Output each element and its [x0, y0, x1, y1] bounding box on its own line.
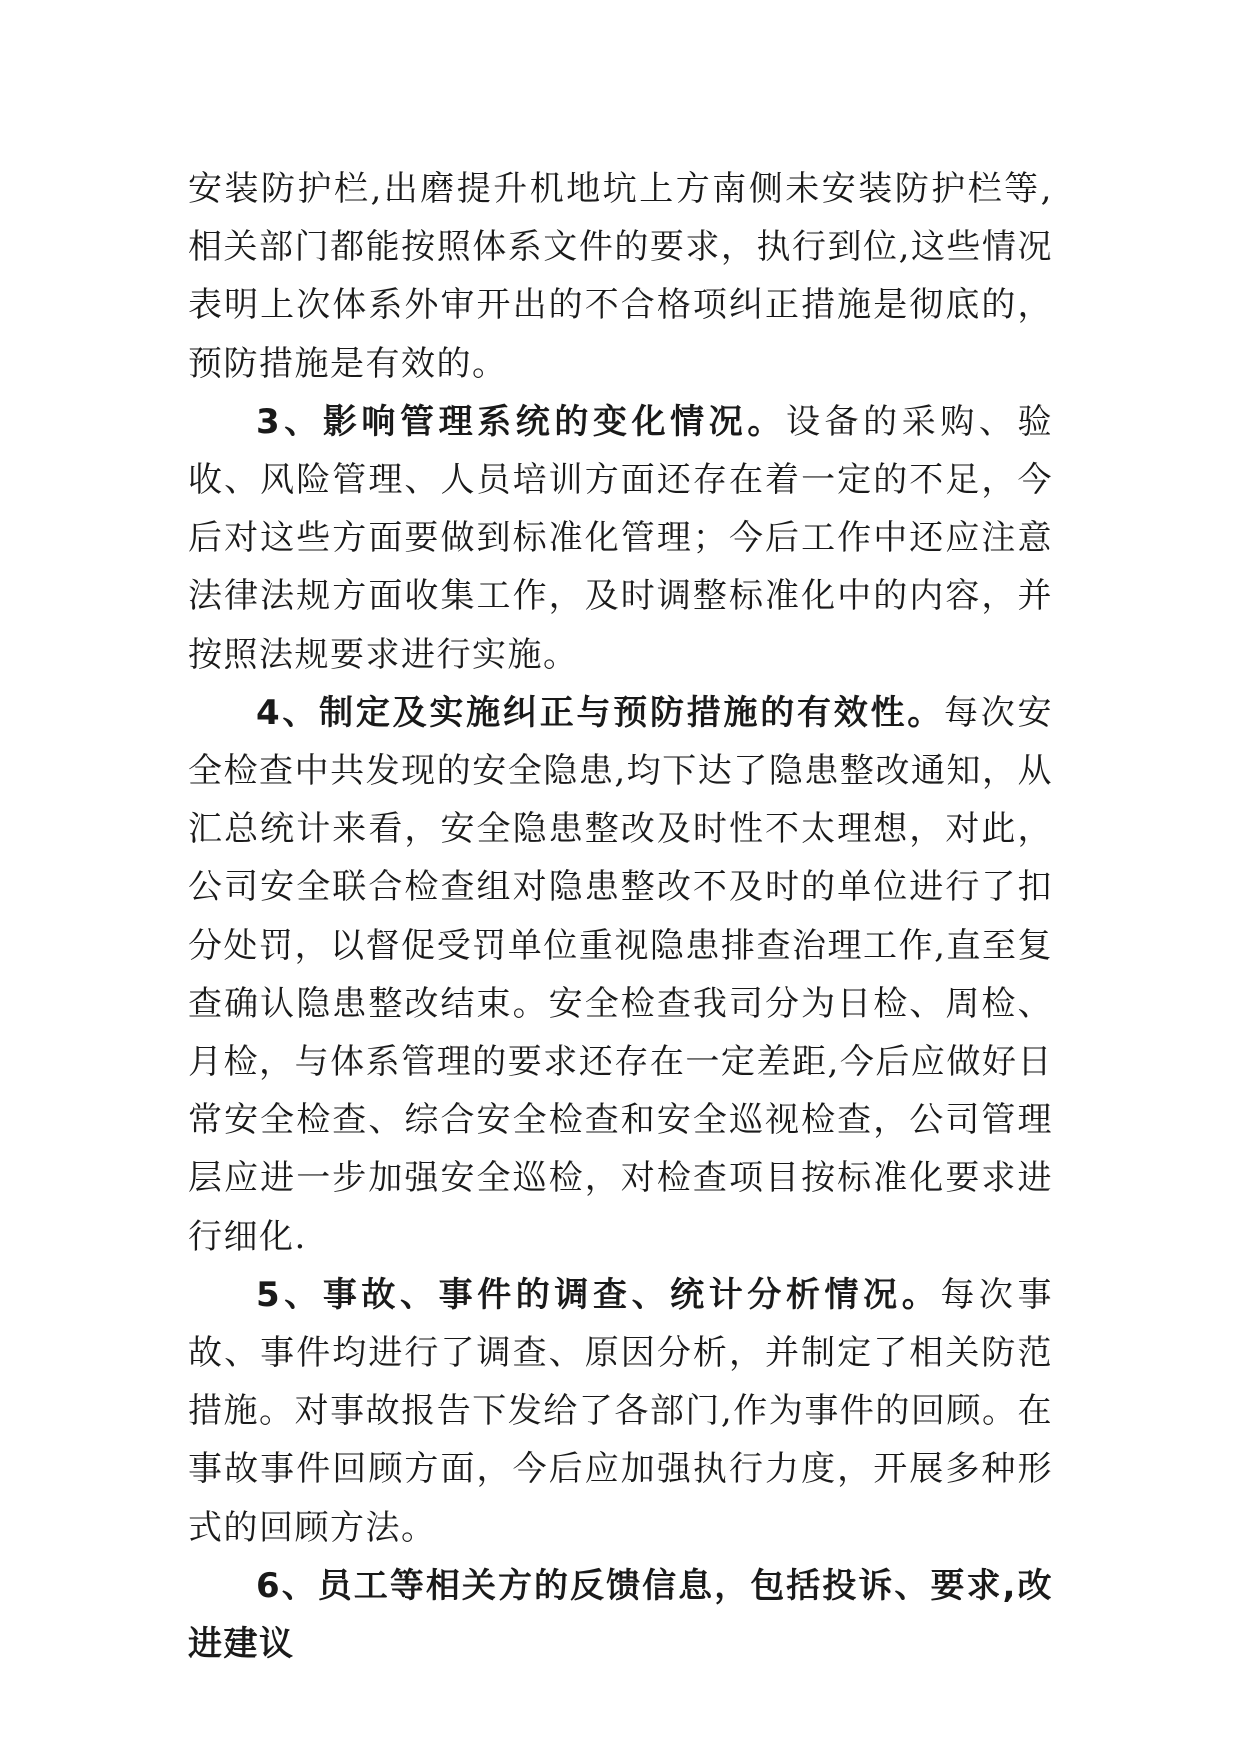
paragraph-section-3 — [188, 393, 1053, 684]
paragraph-continuation — [188, 160, 1053, 393]
paragraph-section-6 — [188, 1557, 1053, 1673]
paragraph-section-4 — [188, 684, 1053, 1266]
document-body — [188, 160, 1053, 1673]
section-heading: 5、事故、事件的调查、统计分析情况。 — [256, 1274, 941, 1315]
section-heading: 4、制定及实施纠正与预防措施的有效性。 — [256, 692, 944, 733]
paragraph-text: 每次安全检查中共发现的安全隐患,均下达了隐患整改通知，从汇总统计来看，安全隐患整改及时性不太理想，对此，公司安全联合检查组对隐患整改不及时的单位进行了扣分处罚，以督促受罚单位重视隐患排查治理工作,直至复查确认隐患整改结束。安全检查我司分为日检、周检、月检，与体系管理的要求还存在一定差距,今后应做好日常安全检查、综合安全检查和安全巡视检查，公司管理层应进一步加强安全巡检，对检查项目按标准化要求进行细化. — [188, 692, 1054, 1257]
paragraph-text: 安装防护栏,出磨提升机地坑上方南侧未安装防护栏等,相关部门都能按照体系文件的要求，执行到位,这些情况表明上次体系外审开出的不合格项纠正措施是彻底的，预防措施是有效的。 — [188, 169, 1053, 384]
paragraph-text: 设备的采购、验收、风险管理、人员培训方面还存在着一定的不足，今后对这些方面要做到标准化管理；今后工作中还应注意法律法规方面收集工作，及时调整标准化中的内容，并按照法规要求进行实施。 — [188, 401, 1054, 675]
section-heading: 3、影响管理系统的变化情况。 — [256, 401, 786, 442]
paragraph-text: 每次事故、事件均进行了调查、原因分析，并制定了相关防范措施。对事故报告下发给了各部门,作为事件的回顾。在事故事件回顾方面，今后应加强执行力度，开展多种形式的回顾方法。 — [188, 1274, 1054, 1548]
paragraph-section-5 — [188, 1266, 1053, 1557]
section-heading: 6、员工等相关方的反馈信息，包括投诉、要求,改进建议 — [188, 1565, 1053, 1665]
